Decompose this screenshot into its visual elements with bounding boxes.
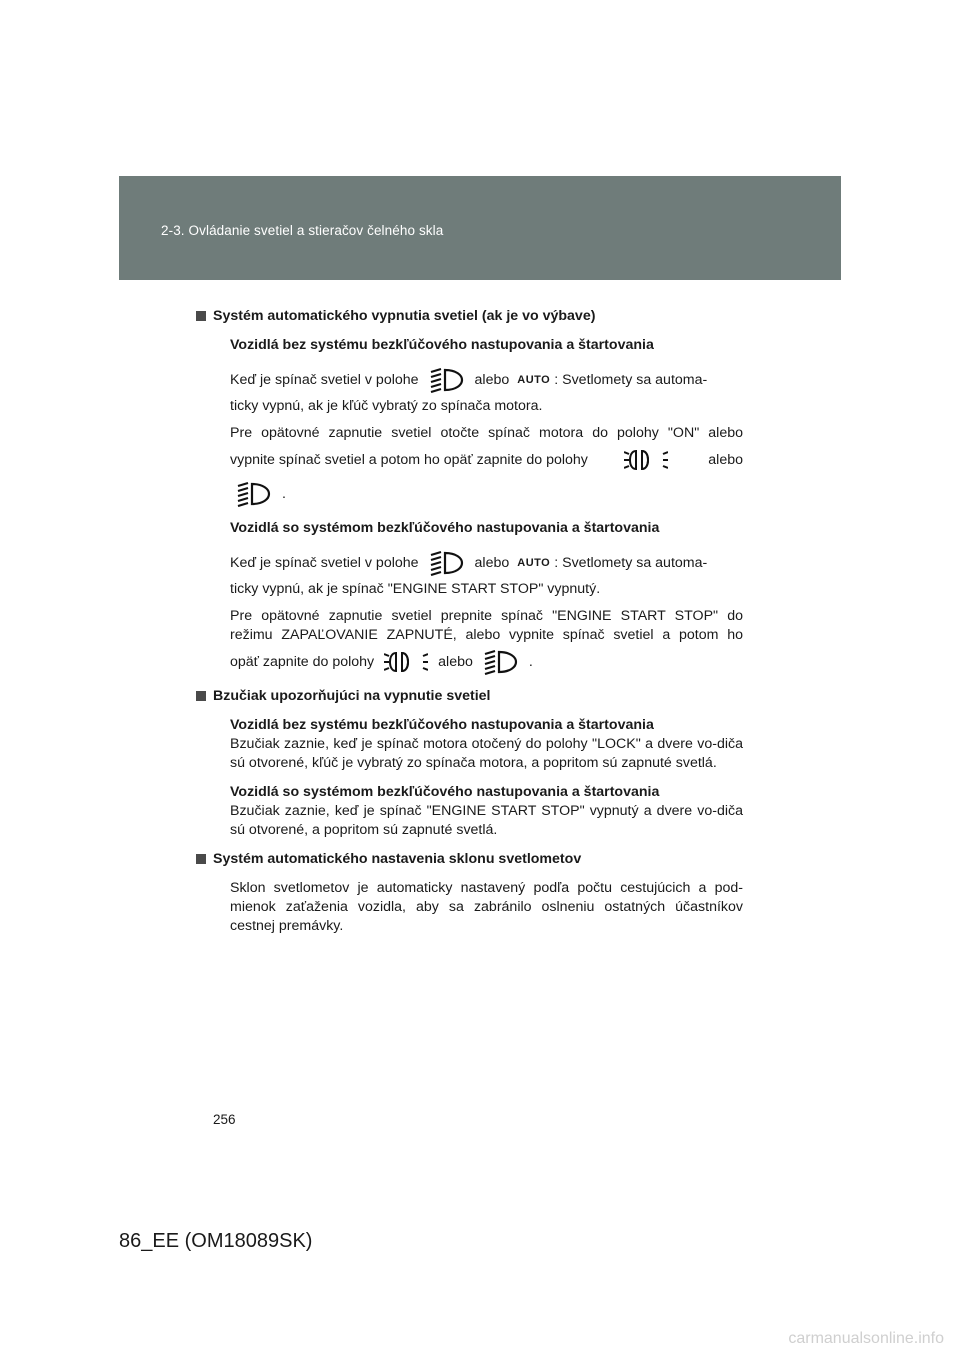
headlight-low-beam-icon xyxy=(429,550,465,576)
section-header-band xyxy=(119,176,841,280)
paragraph: Bzučiak zaznie, keď je spínač "ENGINE START STOP" vypnutý a dvere vo-diča sú otvorené, a popritom sú zapnuté svetlá. xyxy=(230,803,743,838)
page-content xyxy=(213,307,743,936)
section-title: 2-3. Ovládanie svetiel a stieračov čelného skla xyxy=(161,223,444,238)
headlight-low-beam-icon xyxy=(483,649,519,675)
subheading-with-smart-entry: Vozidlá so systémom bezkľúčového nastupovania a štartovania xyxy=(230,520,660,536)
headlight-low-beam-icon xyxy=(429,367,465,393)
paragraph: Bzučiak zaznie, keď je spínač motora otočený do polohy "LOCK" a dvere vo-diča sú otvorené, kľúč je vybratý zo spínača motora, a popritom sú zapnuté svetlá. xyxy=(230,736,743,771)
manual-code: 86_EE (OM18089SK) xyxy=(119,1230,313,1252)
paragraph-line: Keď je spínač svetiel v polohe alebo AUTO : Svetlomety sa automa- xyxy=(230,546,743,580)
square-bullet-icon xyxy=(196,691,206,701)
auto-icon: AUTO xyxy=(517,373,551,386)
paragraph-line: Pre opätovné zapnutie svetiel prepnite spínač "ENGINE START STOP" do xyxy=(230,608,743,624)
subheading-with-smart-entry: Vozidlá so systémom bezkľúčového nastupovania a štartovania xyxy=(230,784,660,800)
paragraph-line: opäť zapnite do polohy alebo . xyxy=(230,645,743,679)
tail-light-icon xyxy=(384,649,428,675)
paragraph-line: ticky vypnú, ak je kľúč vybratý zo spínača motora. xyxy=(230,398,543,414)
paragraph-line: Pre opätovné zapnutie svetiel otočte spínač motora do polohy "ON" alebo xyxy=(230,425,743,441)
headlight-low-beam-icon xyxy=(236,481,272,507)
auto-icon: AUTO xyxy=(517,556,551,569)
paragraph-line: Keď je spínač svetiel v polohe alebo AUTO : Svetlomety sa automa- xyxy=(230,363,743,397)
paragraph-line: ticky vypnú, ak je spínač "ENGINE START STOP" vypnutý. xyxy=(230,581,601,597)
subheading-without-smart-entry: Vozidlá bez systému bezkľúčového nastupovania a štartovania xyxy=(230,717,654,733)
subheading-without-smart-entry: Vozidlá bez systému bezkľúčového nastupovania a štartovania xyxy=(230,337,654,353)
heading-auto-light-off: Systém automatického vypnutia svetiel (ak je vo výbave) xyxy=(196,307,743,326)
page-number: 256 xyxy=(213,1112,236,1127)
square-bullet-icon xyxy=(196,854,206,864)
watermark: carmanualsonline.info xyxy=(788,1330,944,1347)
tail-light-icon xyxy=(624,447,668,473)
heading-auto-leveling: Systém automatického nastavenia sklonu svetlometov xyxy=(196,850,743,869)
paragraph-line: režimu ZAPAĽOVANIE ZAPNUTÉ, alebo vypnite spínač svetiel a potom ho xyxy=(230,627,743,643)
paragraph-line: vypnite spínač svetiel a potom ho opäť zapnite do polohy alebo xyxy=(230,443,743,477)
paragraph-line: . xyxy=(230,477,743,511)
heading-light-reminder-buzzer: Bzučiak upozorňujúci na vypnutie svetiel xyxy=(196,687,743,706)
paragraph: Sklon svetlometov je automaticky nastavený podľa počtu cestujúcich a pod-mienok zaťaženia vozidla, aby sa zabránilo oslneniu ostatných účastníkov cestnej premávky. xyxy=(230,880,743,934)
square-bullet-icon xyxy=(196,311,206,321)
